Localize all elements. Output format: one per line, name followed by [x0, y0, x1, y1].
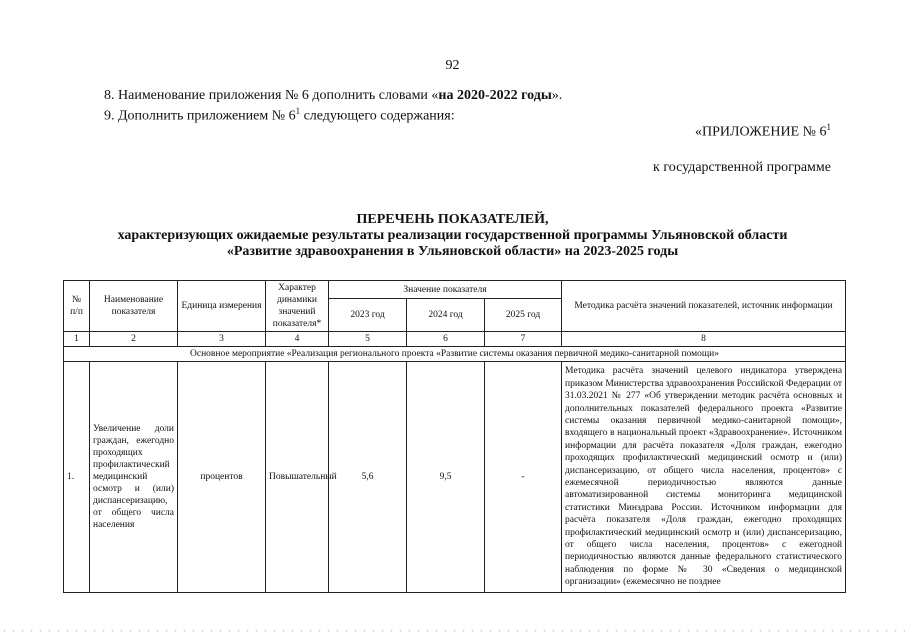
column-number: 4: [266, 332, 329, 347]
paragraph-8-text: 8. Наименование приложения № 6 дополнить словами «: [104, 88, 439, 103]
column-number: 3: [178, 332, 266, 347]
paragraph-9: [104, 106, 455, 125]
document-title: [0, 212, 905, 260]
paragraph-8-end: ».: [551, 88, 563, 103]
title-line-3: «Развитие здравоохранения в Ульяновской области» на 2023-2025 годы: [226, 244, 679, 259]
appendix-heading-text: «ПРИЛОЖЕНИЕ № 6: [695, 124, 827, 140]
column-number: 7: [485, 332, 562, 347]
column-number: 1: [64, 332, 90, 347]
header-method: Методика расчёта значений показателей, источник информации: [562, 281, 846, 332]
header-character: Характер динамики значений показателя*: [266, 281, 329, 332]
header-value-group: Значение показателя: [329, 281, 562, 299]
row-name: Увеличение доли граждан, ежегодно проходящих профилактический медицинский осмотр и (или) диспансеризацию, от общего числа населения: [90, 362, 178, 593]
column-number: 5: [329, 332, 407, 347]
paragraph-8: [104, 88, 562, 104]
row-unit: процентов: [178, 362, 266, 593]
title-line-1: ПЕРЕЧЕНЬ ПОКАЗАТЕЛЕЙ,: [356, 212, 549, 227]
paragraph-9-end: следующего содержания:: [300, 108, 455, 124]
page-number: 92: [445, 58, 460, 73]
column-number: 8: [562, 332, 846, 347]
header-2025: 2025 год: [485, 299, 562, 332]
column-number-row: [64, 332, 846, 347]
paragraph-9-sup: 1: [295, 106, 301, 116]
row-2025: -: [485, 362, 562, 593]
header-row-1: [64, 281, 846, 299]
row-2024: 9,5: [407, 362, 485, 593]
indicators-table: [63, 280, 846, 593]
paragraph-8-bold: на 2020-2022 годы: [438, 88, 552, 103]
header-2024: 2024 год: [407, 299, 485, 332]
title-line-2: характеризующих ожидаемые результаты реализации государственной программы Ульяновской области: [117, 228, 788, 243]
section-row: [64, 347, 846, 362]
appendix-heading: [695, 122, 831, 141]
header-num: № п/п: [64, 281, 90, 332]
header-unit: Единица измерения: [178, 281, 266, 332]
row-num: 1.: [64, 362, 90, 593]
appendix-subheading: к государственной программе: [653, 160, 831, 175]
row-2023: 5,6: [329, 362, 407, 593]
scan-artifact-strip: [0, 628, 905, 634]
column-number: 2: [90, 332, 178, 347]
row-method: Методика расчёта значений целевого индикатора утверждена приказом Министерства здравоохранения Российской Федерации от 31.03.2021 № 277 «Об утверждении методик расчёта основных и дополнительных показателей федерального проекта «Развитие системы оказания первичной медико-санитарной помощи», входящего в национальный проект «Здравоохранение». Источником информации для расчёта показателя «Доля граждан, ежегодно проходящих профилактический медицинский осмотр и (или) диспансеризацию, от общего числа населения, процентов» с ежемесячной периодичностью являются данные автоматизированной системы мониторинга медицинской статистики Минздрава России. Источником информации для расчёта показателя «Доля граждан, ежегодно проходящих профилактический медицинский осмотр и (или) диспансеризацию, от общего числа населения, процентов» с ежегодной периодичностью являются данные федерального статистического наблюдения по форме № 30 «Сведения о медицинской организации» (ежемесячно не позднее: [562, 362, 846, 593]
section-title: Основное мероприятие «Реализация регионального проекта «Развитие системы оказания первичной медико-санитарной помощи»: [64, 347, 846, 362]
header-name: Наименование показателя: [90, 281, 178, 332]
appendix-heading-sup: 1: [826, 122, 831, 132]
paragraph-9-text: 9. Дополнить приложением № 6: [104, 108, 296, 124]
column-number: 6: [407, 332, 485, 347]
row-character: Повышательный: [266, 362, 329, 593]
table-row: [64, 362, 846, 593]
header-2023: 2023 год: [329, 299, 407, 332]
